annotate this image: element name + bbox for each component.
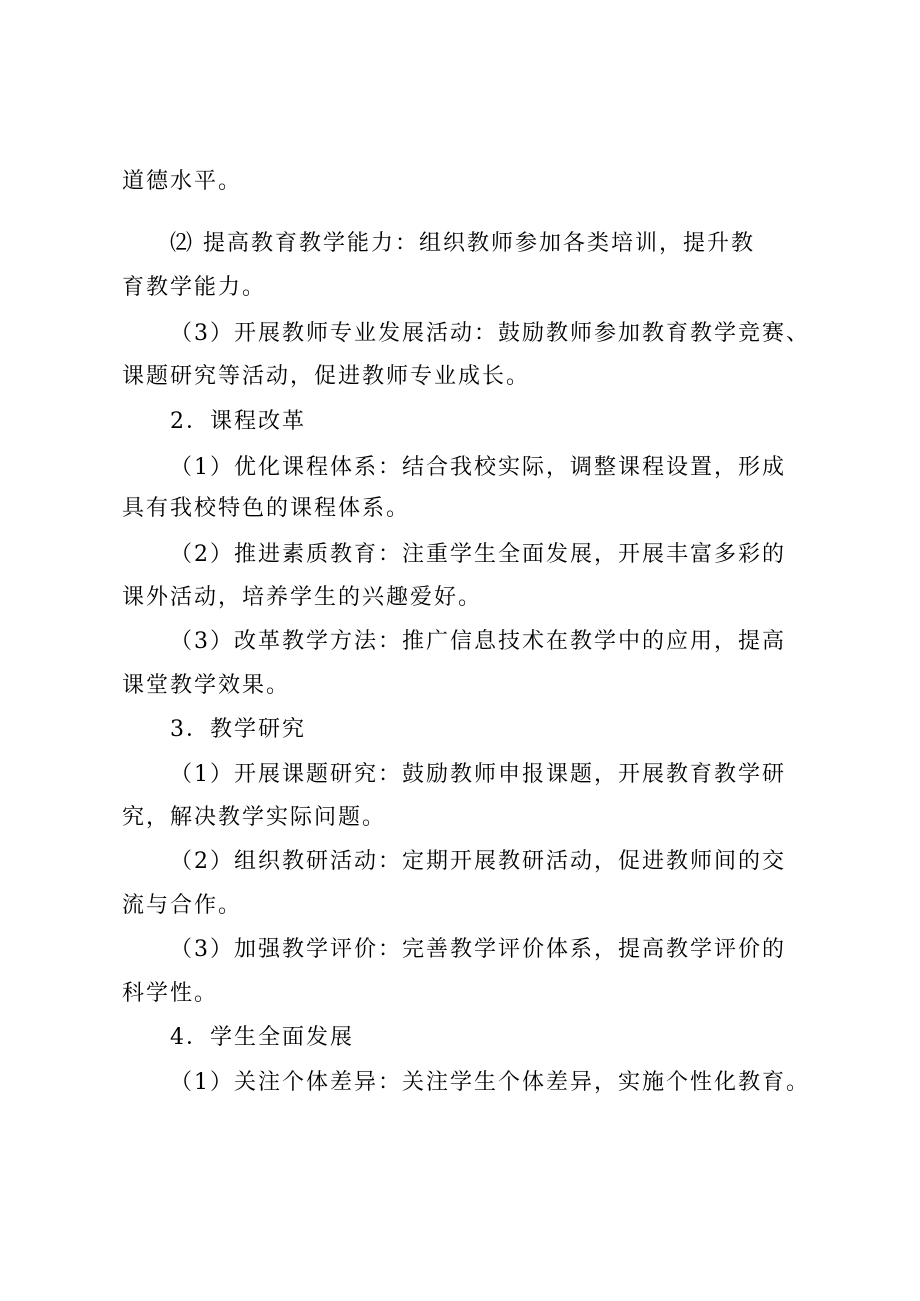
section-heading-2: 2．课程改革 [170, 409, 306, 434]
text-line-10: 课外活动，培养学生的兴趣爱好。 [122, 585, 483, 610]
text-line-4: （3）开展教师专业发展活动：鼓励教师参加教育教学竞赛、 [170, 321, 810, 346]
text-line-14: （1）开展课题研究：鼓励教师申报课题，开展教育教学研 [170, 762, 786, 787]
text-line-21: （1）关注个体差异：关注学生个体差异，实施个性化教育。 [170, 1070, 810, 1095]
text-line-9: （2）推进素质教育：注重学生全面发展，开展丰富多彩的 [170, 542, 786, 567]
text-line-8: 具有我校特色的课程体系。 [122, 496, 411, 521]
text-line-16: （2）组织教研活动：定期开展教研活动，促进教师间的交 [170, 849, 786, 874]
text-line-2: ⑵ 提高教育教学能力：组织教师参加各类培训，提升教 [170, 231, 755, 256]
section-heading-4: 4．学生全面发展 [170, 1025, 354, 1050]
text-line-18: （3）加强教学评价：完善教学评价体系，提高教学评价的 [170, 937, 786, 962]
text-line-5: 课题研究等活动，促进教师专业成长。 [122, 364, 531, 389]
text-line-3: 育教学能力。 [122, 275, 267, 300]
section-heading-3: 3．教学研究 [170, 717, 306, 742]
text-line-19: 科学性。 [122, 981, 219, 1006]
text-line-15: 究，解决教学实际问题。 [122, 805, 387, 830]
text-line-17: 流与合作。 [122, 893, 243, 918]
text-line-1: 道德水平。 [122, 169, 243, 194]
text-line-7: （1）优化课程体系：结合我校实际，调整课程设置，形成 [170, 455, 786, 480]
text-line-12: 课堂教学效果。 [122, 673, 291, 698]
text-line-11: （3）改革教学方法：推广信息技术在教学中的应用，提高 [170, 629, 786, 654]
